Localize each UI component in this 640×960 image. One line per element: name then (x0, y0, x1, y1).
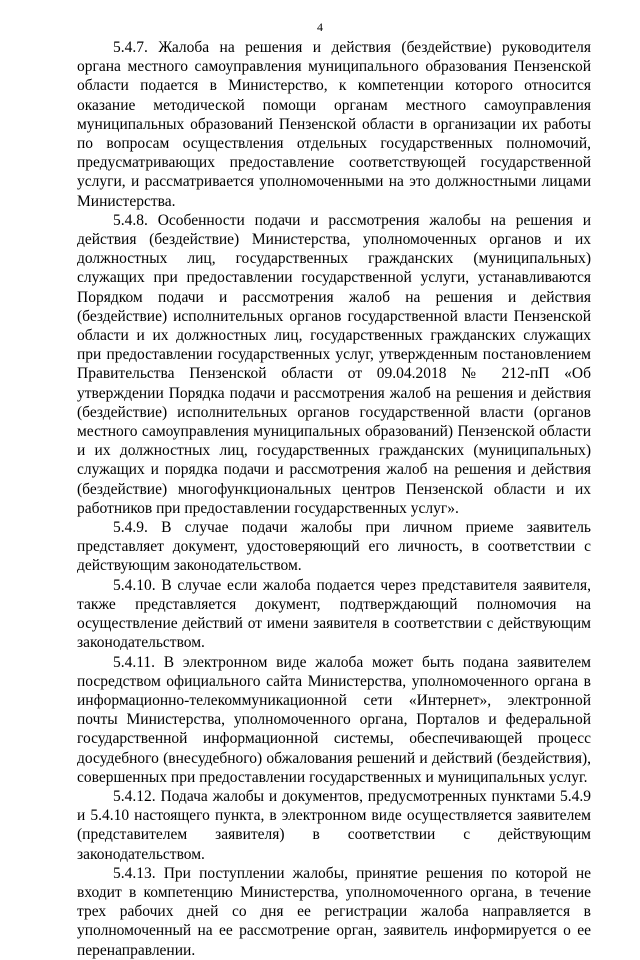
paragraph-5-4-11: 5.4.11. В электронном виде жалоба может быть подана заявителем посредством официального сайта Министерства, уполномоченного органа в информационно-телекоммуникационной сети «Интернет», электронной почты Министерства, уполномоченного органа, Порталов и федеральной государственной информационной системы, обеспечивающей процесс досудебного (внесудебного) обжалования решений и действий (бездействия), совершенных при предоставлении государственных и муниципальных услуг. (77, 653, 591, 786)
paragraph-5-4-13: 5.4.13. При поступлении жалобы, принятие решения по которой не входит в компетенцию Министерства, уполномоченного органа, в течение трех рабочих дней со дня ее регистрации жалоба направляется в уполномоченный на ее рассмотрение орган, заявитель информируется о ее перенаправлении. (77, 864, 591, 959)
paragraph-5-4-8: 5.4.8. Особенности подачи и рассмотрения жалобы на решения и действия (бездействие) Министерства, уполномоченных органов и их должностных лиц, государственных гражданских (муниципальных) служащих при предоставлении государственной услуги, устанавливаются Порядком подачи и рассмотрения жалоб на решения и действия (бездействие) исполнительных органов государственной власти Пензенской области и их должностных лиц, государственных гражданских служащих при предоставлении государственных услуг, утвержденным постановлением Правительства Пензенской области от 09.04.2018 № 212-пП «Об утверждении Порядка подачи и рассмотрения жалоб на решения и действия (бездействие) исполнительных органов государственной власти (органов местного самоуправления муниципальных образований) Пензенской области и их должностных лиц, государственных гражданских (муниципальных) служащих и порядка подачи и рассмотрения жалоб на решения и действия (бездействие) многофункциональных центров Пензенской области и их работников при предоставлении государственных услуг». (77, 211, 591, 517)
paragraph-5-4-10: 5.4.10. В случае если жалоба подается через представителя заявителя, также представляется документ, подтверждающий полномочия на осуществление действий от имени заявителя в соответствии с действующим законодательством. (77, 576, 591, 652)
paragraph-5-4-9: 5.4.9. В случае подачи жалобы при личном приеме заявитель представляет документ, удостоверяющий его личность, в соответствии с действующим законодательством. (77, 519, 591, 575)
page-number: 4 (317, 20, 323, 34)
paragraph-5-4-12: 5.4.12. Подача жалобы и документов, предусмотренных пунктами 5.4.9 и 5.4.10 настоящего пункта, в электронном виде осуществляется заявителем (представителем заявителя) в соответствии с действующим законодательством. (77, 787, 591, 863)
paragraph-5-4-7: 5.4.7. Жалоба на решения и действия (бездействие) руководителя органа местного самоуправления муниципального образования Пензенской области подается в Министерство, к компетенции которого относится оказание методической помощи органам местного самоуправления муниципальных образований Пензенской области в организации их работы по вопросам осуществления отдельных государственных полномочий, предусматривающих предоставление соответствующей государственной услуги, и рассматривается уполномоченными на это должностными лицами Министерства. (77, 39, 591, 210)
document-body (77, 38, 591, 960)
